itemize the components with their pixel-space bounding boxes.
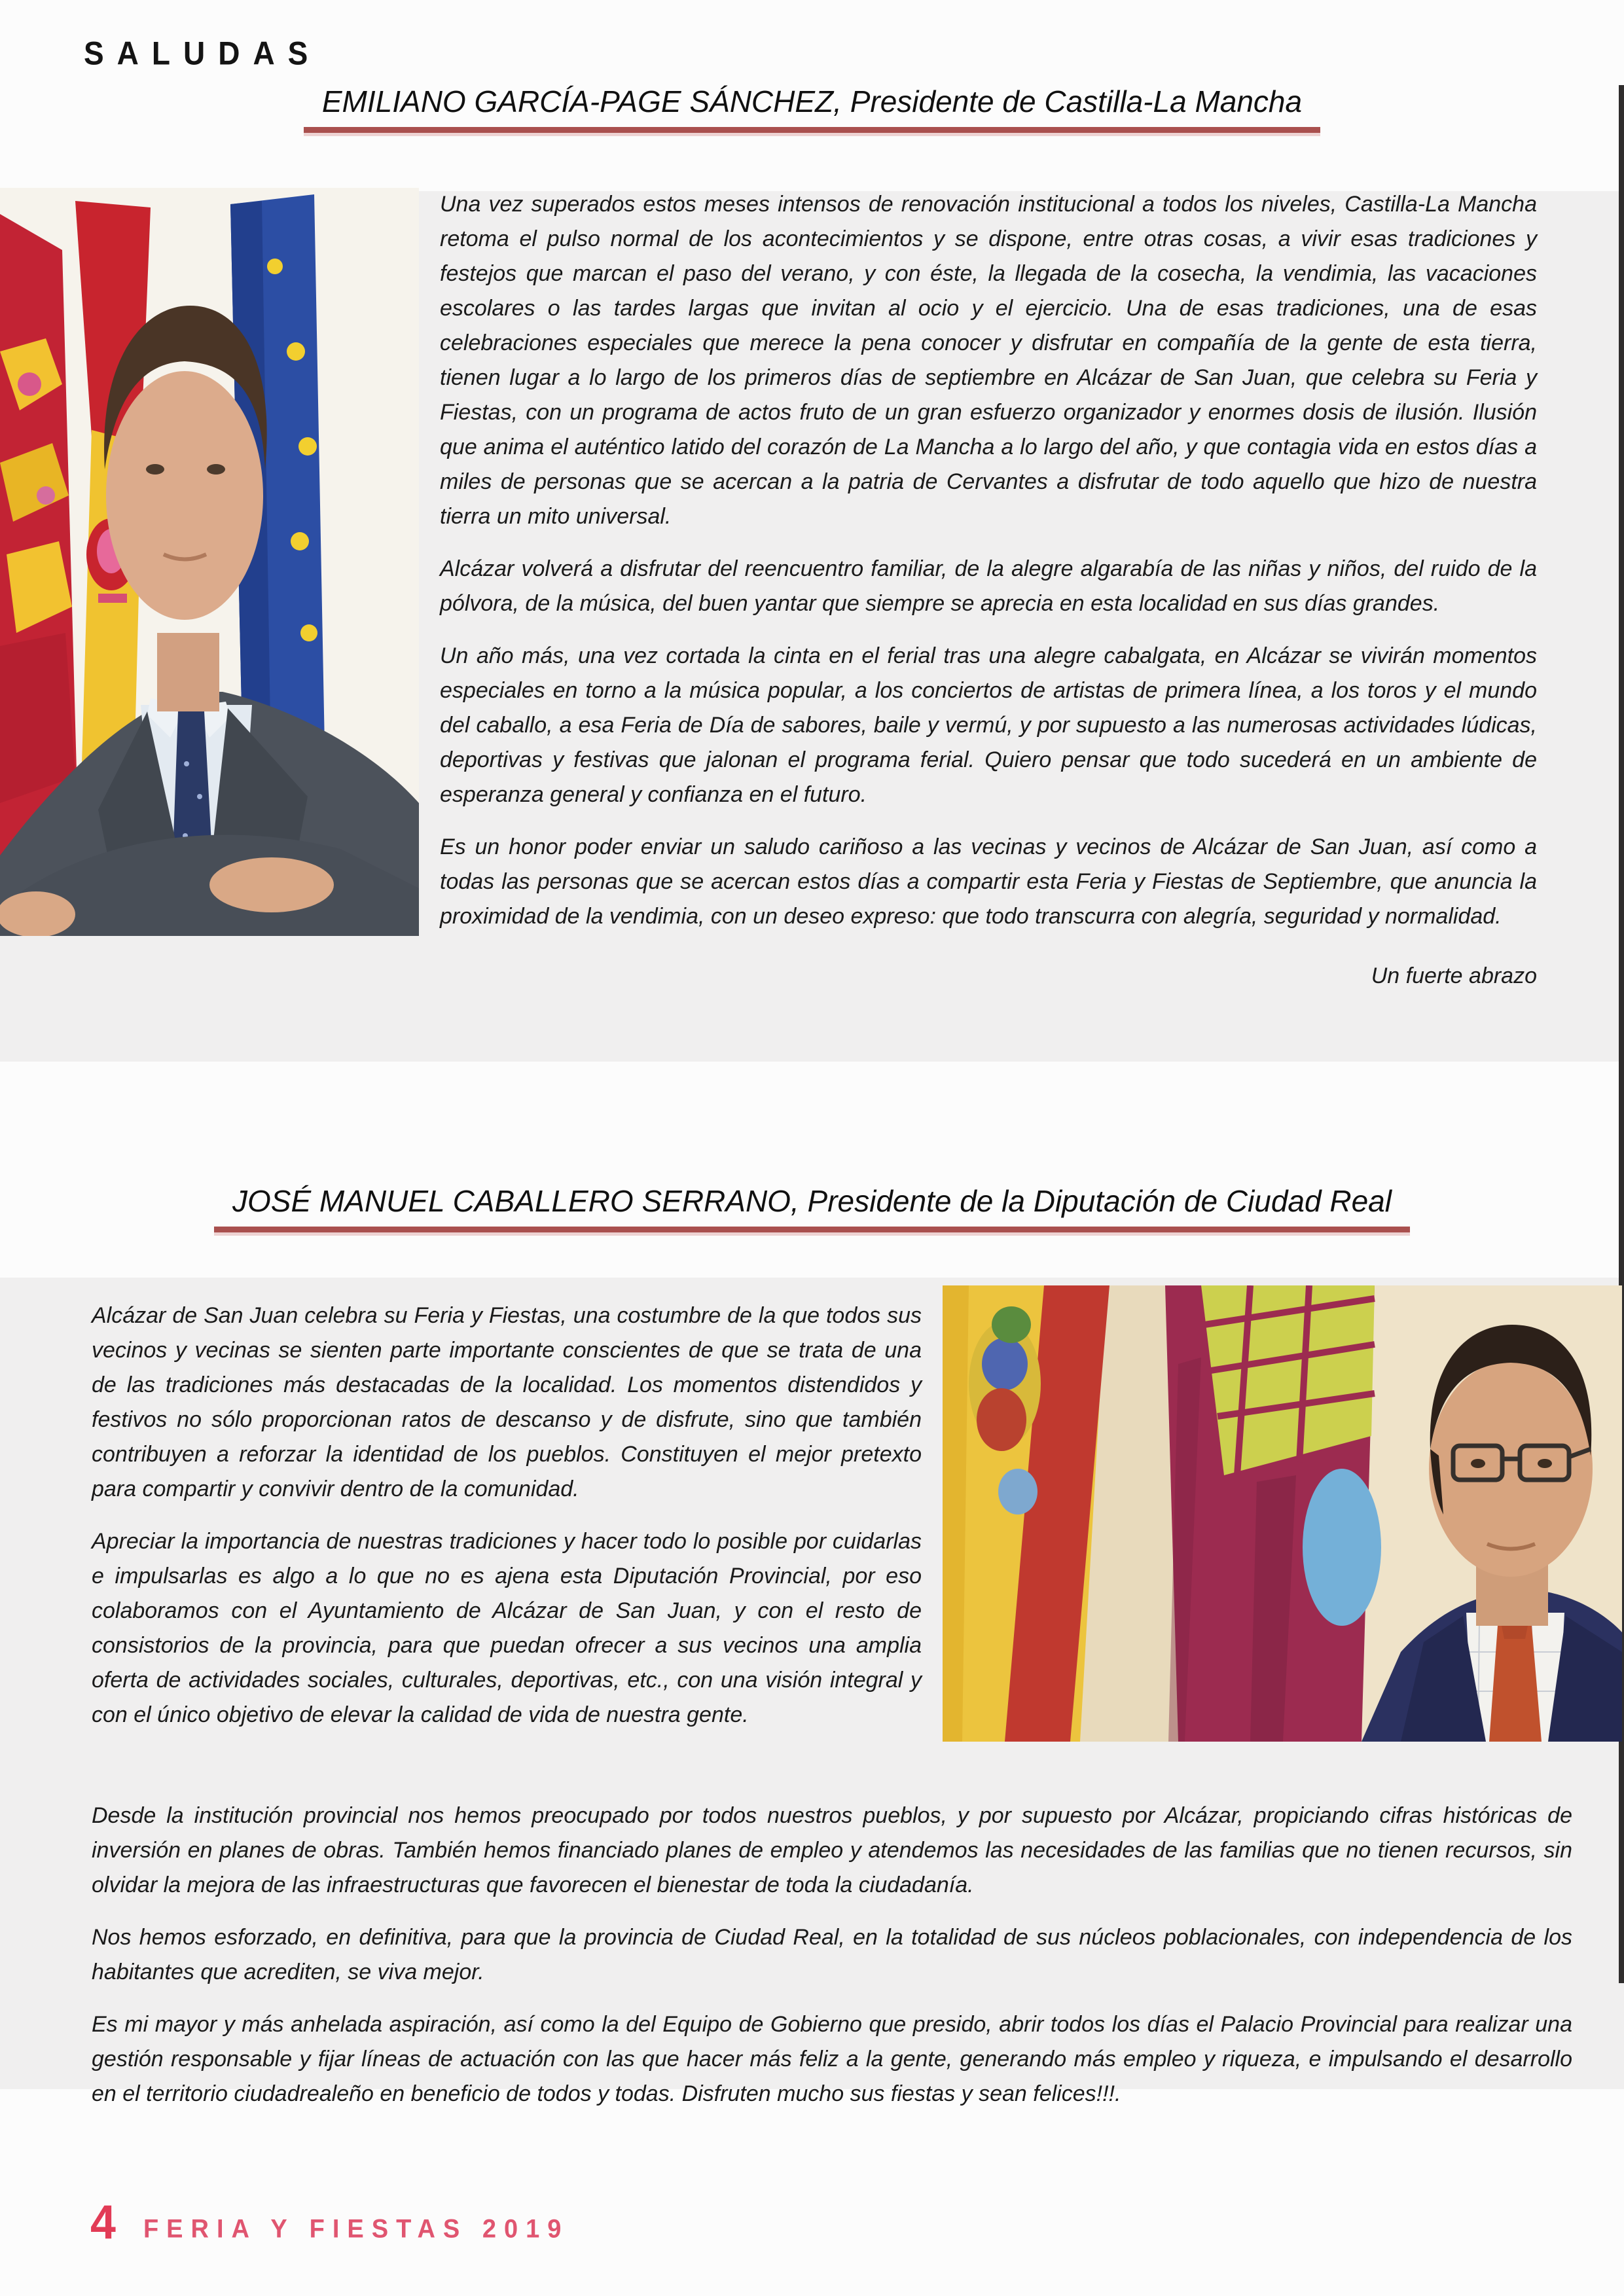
section1-letter [440, 187, 1537, 994]
caballero-photo [943, 1285, 1622, 1742]
page-number: 4 [90, 2195, 116, 2250]
paragraph: Es mi mayor y más anhelada aspiración, así como la del Equipo de Gobierno que presido, abrir todos los días el Palacio Provincial para realizar una gestión responsable y fijar líneas de actuación con las que hacer más feliz a la gente, generando más empleo y riqueza, e impulsando el desarrollo en el territorio ciudadrealeño en beneficio de todos y todas. Disfruten mucho sus fiestas y sean felices!!!. [92, 2012, 1572, 2106]
section2-title-row [0, 1183, 1624, 1232]
paragraph: Desde la institución provincial nos hemos preocupado por todos nuestros pueblos, y por supuesto por Alcázar, propiciando cifras históricas de inversión en planes de obras. También hemos financiado planes de empleo y atendemos las necesidades de las familias que no tienen recursos, sin olvidar la mejora de las infraestructuras que favorecen el bienestar de toda la ciudadanía. [92, 1803, 1572, 1897]
face [106, 371, 263, 620]
signoff: Un fuerte abrazo [1371, 963, 1537, 988]
paragraph: Alcázar de San Juan celebra su Feria y Fiestas, una costumbre de la que todos sus vecinos y vecinas se sienten parte importante conscientes de que se trata de una de las tradiciones más destacadas de la localidad. Los momentos distendidos y festivos no sólo proporcionan ratos de descanso y de disfrute, sino que también contribuyen a reforzar la identidad de los pueblos. Constituyen el mejor pretexto para compartir y convivir dentro de la comunidad. [92, 1303, 922, 1501]
paragraph: Alcázar volverá a disfrutar del reencuentro familiar, de la alegre algarabía de las niñas y niños, del ruido de la pólvora, de la música, del buen yantar que siempre se aprecia en esta localidad en sus días grandes. [440, 556, 1537, 616]
section2-letter-full-width [92, 1799, 1572, 2129]
footer-label: FERIA Y FIESTAS 2019 [143, 2214, 569, 2244]
section1-title-row [0, 84, 1624, 133]
section2-title: JOSÉ MANUEL CABALLERO SERRANO, Presidente de la Diputación de Ciudad Real [214, 1183, 1410, 1232]
section1-title: EMILIANO GARCÍA-PAGE SÁNCHEZ, Presidente de Castilla-La Mancha [304, 84, 1320, 133]
hand [209, 857, 334, 912]
page-footer [90, 2195, 569, 2250]
section2-letter-column [92, 1299, 922, 1750]
garcia-page-photo [0, 188, 419, 936]
paragraph: Un año más, una vez cortada la cinta en el ferial tras una alegre cabalgata, en Alcázar se vivirán momentos especiales en torno a la música popular, a los conciertos de artistas de primera línea, a los toros y el mundo del caballo, a esa Feria de Día de sabores, baile y vermú, y por supuesto a las numerosas actividades lúdicas, deportivas y festivas que jalonan el programa ferial. Quiero pensar que todo sucederá en un ambiente de esperanza general y confianza en el futuro. [440, 643, 1537, 807]
paragraph: Apreciar la importancia de nuestras tradiciones y hacer todo lo posible por cuidarlas e impulsarlas es algo a lo que no es ajena esta Diputación Provincial, por eso colaboramos con el Ayuntamiento de Alcázar de San Juan, y con el resto de consistorios de la provincia, para que puedan ofrecer a sus vecinos una amplia oferta de actividades sociales, culturales, deportivas, etc., con una visión integral y con el único objetivo de elevar la calidad de vida de nuestra gente. [92, 1529, 922, 1727]
flag-blue-field [1303, 1469, 1381, 1626]
paragraph: Es un honor poder enviar un saludo cariñoso a las vecinas y vecinos de Alcázar de San Juan, así como a todas las personas que se acercan estos días a compartir esta Feria y Fiestas de Septiembre, que anuncia la proximidad de la vendimia, con un deseo expreso: que todo transcurra con alegría, seguridad y normalidad. [440, 834, 1537, 929]
provincial-flag [1165, 1285, 1381, 1742]
garcia-page-photo-art [0, 188, 419, 936]
caballero-photo-art [943, 1285, 1622, 1742]
paragraph: Nos hemos esforzado, en definitiva, para que la provincia de Ciudad Real, en la totalidad de sus núcleos poblacionales, con independencia de los habitantes que acrediten, se viva mejor. [92, 1925, 1572, 1984]
paragraph: Una vez superados estos meses intensos de renovación institucional a todos los niveles, Castilla-La Mancha retoma el pulso normal de los acontecimientos y se dispone, entre otras cosas, a vivir esas tradiciones y festejos que marcan el paso del verano, y con éste, la llegada de la cosecha, la vendimia, las vacaciones escolares o las tardes largas que invitan al ocio y el ejercicio. Una de esas tradiciones, una de esas celebraciones especiales que merece la pena conocer y disfrutar en compañía de la gente de esta tierra, tienen lugar a lo largo de los primeros días de septiembre en Alcázar de San Juan, que celebra su Feria y Fiestas, con un programa de actos fruto de un gran esfuerzo organizador y enormes dosis de ilusión. Ilusión que anima el auténtico latido del corazón de La Mancha a lo largo del año, y que contagia vida en estos días a miles de personas que se acercan a la patria de Cervantes a disfrutar de todo aquello que hizo de nuestra tierra un mito universal. [440, 192, 1537, 529]
page-kicker: SALUDAS [84, 35, 321, 72]
